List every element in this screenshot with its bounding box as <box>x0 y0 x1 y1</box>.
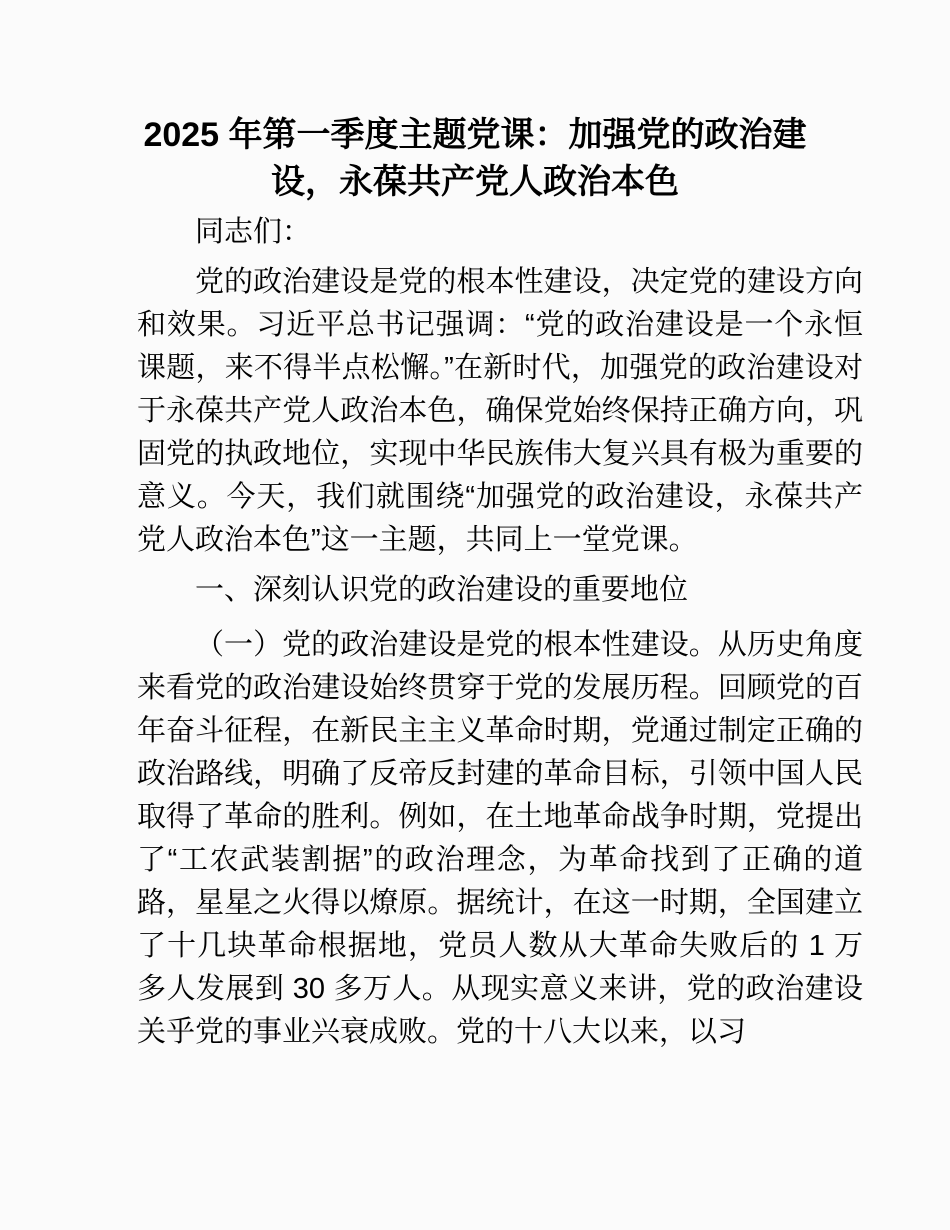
salutation-paragraph: 同志们： <box>195 216 312 248</box>
section-heading-1: 一、深刻认识党的政治建设的重要地位 <box>195 574 689 606</box>
intro-paragraph: 党的政治建设是党的根本性建设，决定党的建设方向和效果。习近平总书记强调：“党的政治建设是一个永恒课题，来不得半点松懈。”在新时代，加强党的政治建设对于永葆共产党人政治本色，确保党始终保持正确方向，巩固党的执政地位，实现中华民族伟大复兴具有极为重要的意义。今天，我们就围绕“加强党的政治建设，永葆共产党人政治本色”这一主题，共同上一堂党课。 <box>137 266 863 556</box>
document-body <box>0 211 950 1054</box>
section-1-paragraph: （一）党的政治建设是党的根本性建设。从历史角度来看党的政治建设始终贯穿于党的发展历程。回顾党的百年奋斗征程，在新民主主义革命时期，党通过制定正确的政治路线，明确了反帝反封建的革命目标，引领中国人民取得了革命的胜利。例如，在土地革命战争时期，党提出了“工农武装割据”的政治理念，为革命找到了正确的道路，星星之火得以燎原。据统计，在这一时期，全国建立了十几块革命根据地，党员人数从大革命失败后的 1 万多人发展到 30 多万人。从现实意义来讲，党的政治建设关乎党的事业兴衰成败。党的十八大以来，以习 <box>137 629 863 1048</box>
document-title: 2025 年第一季度主题党课：加强党的政治建设，永葆共产党人政治本色 <box>143 116 807 201</box>
